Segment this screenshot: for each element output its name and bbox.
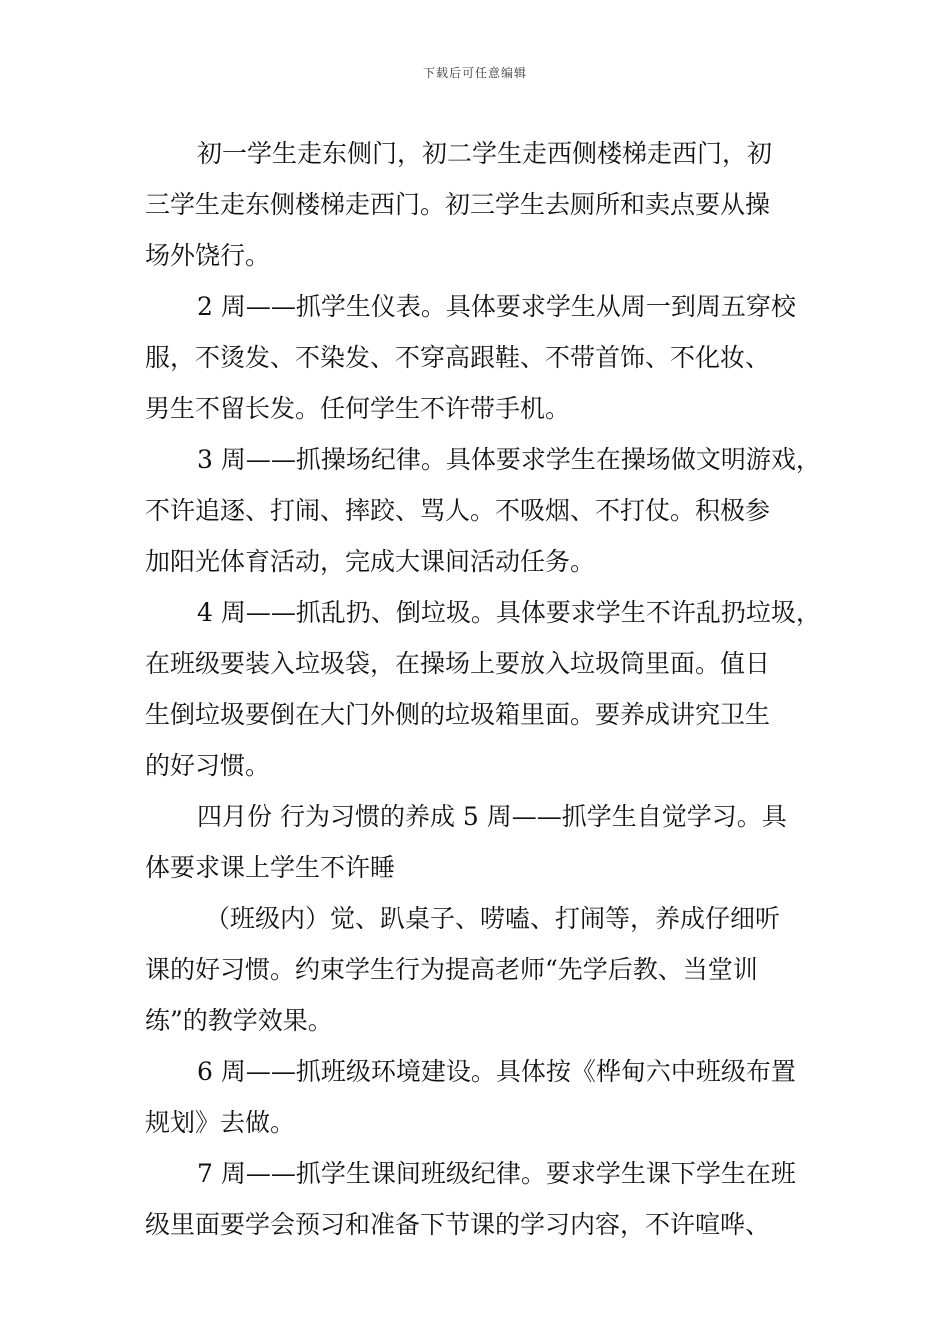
- text-line: 的好习惯。: [145, 751, 271, 780]
- text-line: 4 周——抓乱扔、倒垃圾。具体要求学生不许乱扔垃圾，: [197, 598, 821, 627]
- text-line: 课的好习惯。约束学生行为提高老师“先学后教、当堂训: [145, 955, 758, 984]
- text-line: 不许追逐、打闹、摔跤、骂人。不吸烟、不打仗。积极参: [145, 496, 771, 525]
- text-line: （班级内）觉、趴桌子、唠嗑、打闹等，养成仔细听: [205, 904, 781, 933]
- text-line: 7 周——抓学生课间班级纪律。要求学生课下学生在班: [197, 1159, 796, 1188]
- text-line: 练”的教学效果。: [145, 1006, 333, 1035]
- text-line: 规划》去做。: [145, 1108, 296, 1137]
- text-line: 三学生走东侧楼梯走西门。初三学生去厕所和卖点要从操: [145, 190, 771, 219]
- text-line: 四月份 行为习惯的养成 5 周——抓学生自觉学习。具: [197, 802, 787, 831]
- text-line: 在班级要装入垃圾袋，在操场上要放入垃圾筒里面。值日: [145, 649, 771, 678]
- text-line: 服，不烫发、不染发、不穿高跟鞋、不带首饰、不化妆、: [145, 343, 771, 372]
- text-line: 生倒垃圾要倒在大门外侧的垃圾箱里面。要养成讲究卫生: [145, 700, 771, 729]
- text-line: 初一学生走东侧门，初二学生走西侧楼梯走西门，初: [197, 139, 773, 168]
- text-line: 级里面要学会预习和准备下节课的学习内容，不许喧哗、: [145, 1210, 771, 1239]
- text-line: 2 周——抓学生仪表。具体要求学生从周一到周五穿校: [197, 292, 796, 321]
- text-line: 加阳光体育活动，完成大课间活动任务。: [145, 547, 596, 576]
- page-header: 下载后可任意编辑: [422, 66, 527, 80]
- text-line: 场外饶行。: [145, 241, 271, 270]
- text-line: 体要求课上学生不许睡: [145, 853, 396, 882]
- document-body: [145, 128, 821, 1250]
- text-line: 3 周——抓操场纪律。具体要求学生在操场做文明游戏，: [197, 445, 821, 474]
- text-line: 男生不留长发。任何学生不许带手机。: [145, 394, 571, 423]
- text-line: 6 周——抓班级环境建设。具体按《桦甸六中班级布置: [197, 1057, 796, 1086]
